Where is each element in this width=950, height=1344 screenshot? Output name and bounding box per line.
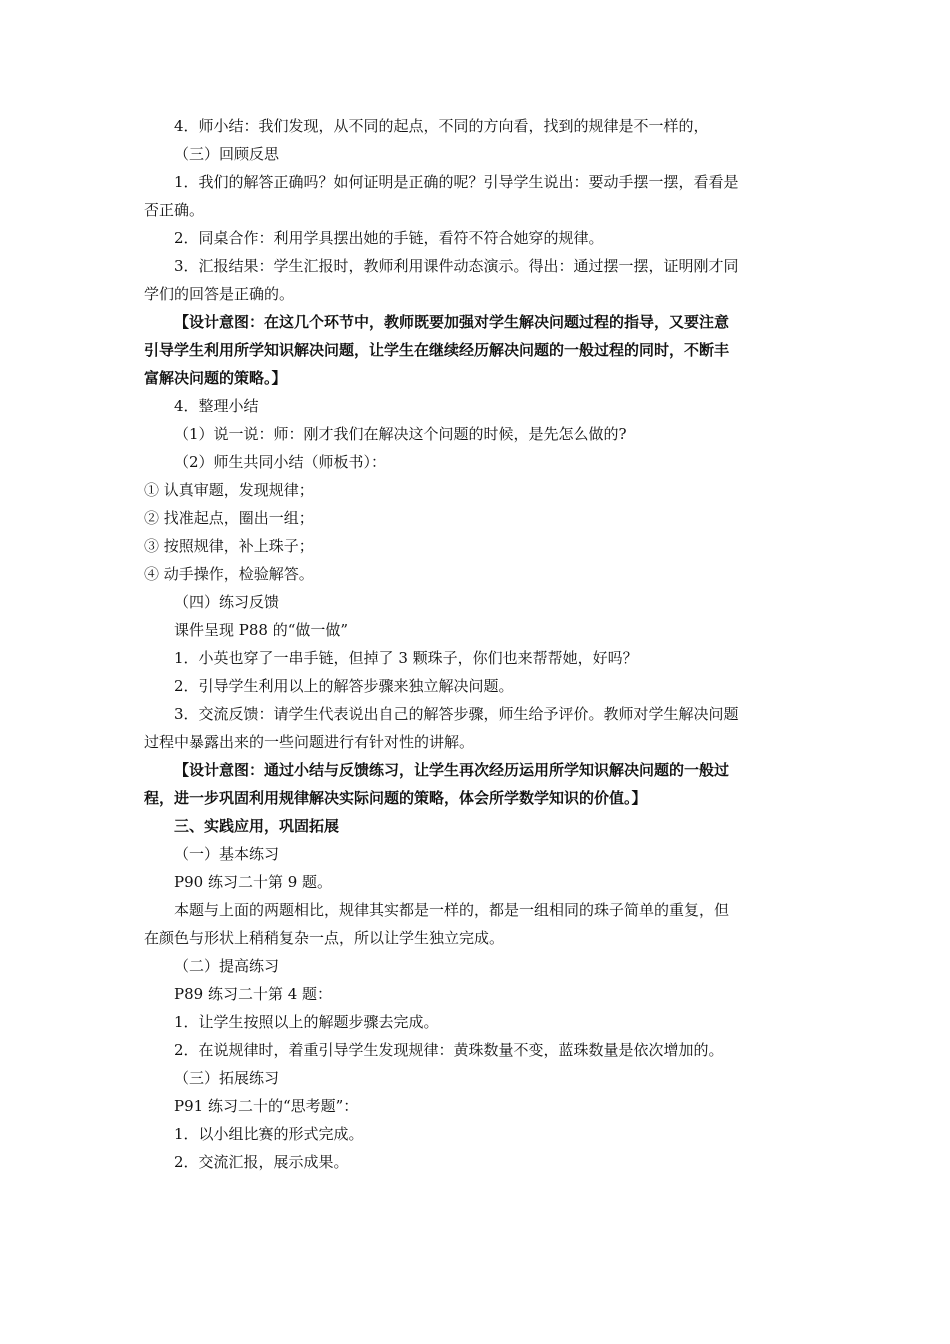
text-line: ④ 动手操作，检验解答。 xyxy=(144,565,314,583)
text-line: P90 练习二十第 9 题。 xyxy=(174,873,333,891)
text-line: 2．交流汇报，展示成果。 xyxy=(174,1153,349,1171)
text-line: （2）师生共同小结（师板书）： xyxy=(174,453,387,471)
text-line: 学们的回答是正确的。 xyxy=(144,285,295,303)
text-line: （三）拓展练习 xyxy=(174,1069,280,1087)
document-body xyxy=(144,112,809,1176)
text-line: ① 认真审题，发现规律； xyxy=(144,481,314,499)
text-line: ② 找准起点，圈出一组； xyxy=(144,509,314,527)
text-line: 2．同桌合作：利用学具摆出她的手链，看符不符合她穿的规律。 xyxy=(174,229,604,247)
text-line: ③ 按照规律，补上珠子； xyxy=(144,537,314,555)
text-line: 1．让学生按照以上的解题步骤去完成。 xyxy=(174,1013,439,1031)
design-intent-line: 富解决问题的策略。】 xyxy=(144,369,287,387)
design-intent-line: 【设计意图：通过小结与反馈练习，让学生再次经历运用所学知识解决问题的一般过 xyxy=(174,761,730,779)
design-intent-line: 三、实践应用，巩固拓展 xyxy=(174,817,340,835)
text-line: P91 练习二十的“思考题”： xyxy=(174,1097,359,1115)
text-line: 1．我们的解答正确吗？如何证明是正确的呢？引导学生说出：要动手摆一摆，看看是 xyxy=(174,173,739,191)
text-line: 在颜色与形状上稍稍复杂一点，所以让学生独立完成。 xyxy=(144,929,505,947)
text-line: 课件呈现 P88 的“做一做” xyxy=(174,621,349,639)
text-line: 2．引导学生利用以上的解答步骤来独立解决问题。 xyxy=(174,677,514,695)
text-line: P89 练习二十第 4 题： xyxy=(174,985,333,1003)
text-line: 2．在说规律时，着重引导学生发现规律：黄珠数量不变，蓝珠数量是依次增加的。 xyxy=(174,1041,724,1059)
text-line: 3．交流反馈：请学生代表说出自己的解答步骤，师生给予评价。教师对学生解决问题 xyxy=(174,705,739,723)
text-line: 3．汇报结果：学生汇报时，教师利用课件动态演示。得出：通过摆一摆，证明刚才同 xyxy=(174,257,739,275)
text-line: （二）提高练习 xyxy=(174,957,280,975)
design-intent-line: 引导学生利用所学知识解决问题，让学生在继续经历解决问题的一般过程的同时，不断丰 xyxy=(144,341,730,359)
text-line: （一）基本练习 xyxy=(174,845,280,863)
text-line: 4．整理小结 xyxy=(174,397,259,415)
text-line: 否正确。 xyxy=(144,201,205,219)
text-line: 4．师小结：我们发现，从不同的起点，不同的方向看，找到的规律是不一样的， xyxy=(174,117,709,135)
design-intent-line: 【设计意图：在这几个环节中，教师既要加强对学生解决问题过程的指导，又要注意 xyxy=(174,313,730,331)
text-line: 1．以小组比赛的形式完成。 xyxy=(174,1125,364,1143)
text-line: 过程中暴露出来的一些问题进行有针对性的讲解。 xyxy=(144,733,475,751)
text-line: 1．小英也穿了一串手链，但掉了 3 颗珠子，你们也来帮帮她，好吗？ xyxy=(174,649,638,667)
text-line: （1）说一说：师：刚才我们在解决这个问题的时候，是先怎么做的? xyxy=(174,425,627,443)
text-line: （三）回顾反思 xyxy=(174,145,280,163)
design-intent-line: 程，进一步巩固利用规律解决实际问题的策略，体会所学数学知识的价值。】 xyxy=(144,789,647,807)
text-line: 本题与上面的两题相比，规律其实都是一样的，都是一组相同的珠子简单的重复，但 xyxy=(174,901,730,919)
text-line: （四）练习反馈 xyxy=(174,593,280,611)
